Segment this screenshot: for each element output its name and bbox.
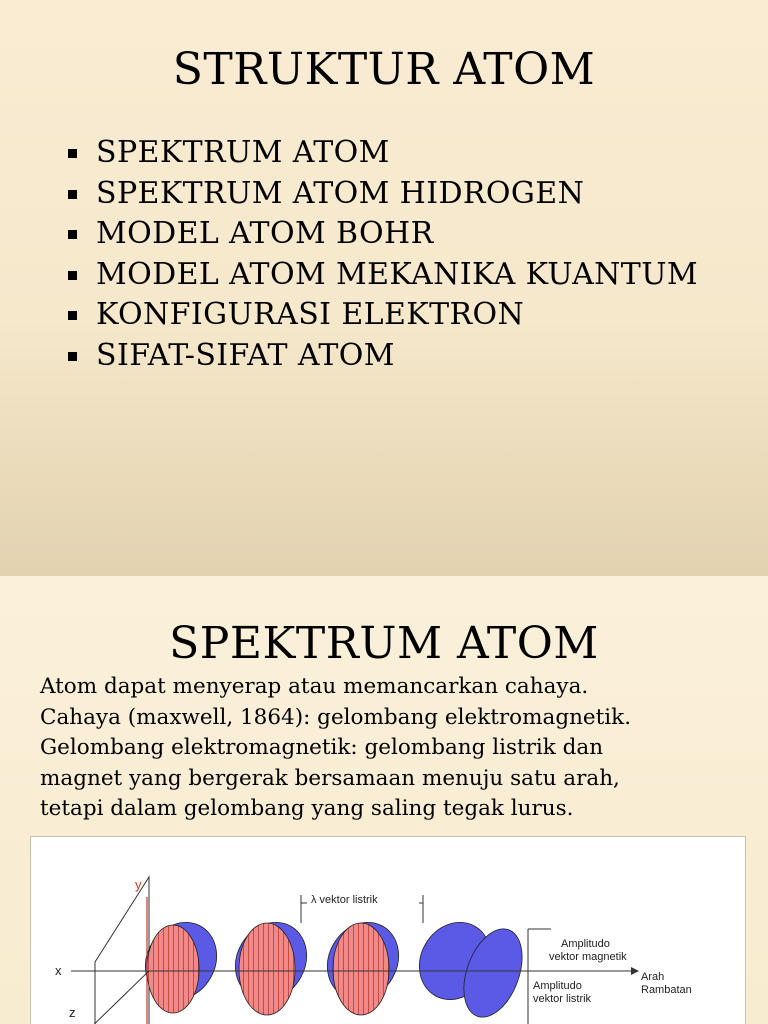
paragraph-line: Atom dapat menyerap atau memancarkan cahaya. — [40, 674, 589, 699]
bullet-square-icon — [68, 230, 77, 239]
paragraph-line: Gelombang elektromagnetik: gelombang listrik dan — [40, 735, 604, 760]
slide-title: STRUKTUR ATOM — [172, 44, 596, 95]
z-axis — [81, 971, 149, 1024]
yz-plane — [95, 877, 149, 1024]
bullet-square-icon — [68, 271, 77, 280]
paragraph-line: tetapi dalam gelombang yang saling tegak lurus. — [40, 796, 574, 821]
direction-arrow-icon — [631, 967, 639, 975]
direction-line2: Rambatan — [641, 984, 692, 996]
amp-magnetic-line1: Amplitudo — [561, 938, 610, 950]
direction-line1: Arah — [641, 971, 665, 983]
list-item: SIFAT-SIFAT ATOM — [66, 336, 698, 377]
em-wave-figure — [30, 836, 746, 1024]
amp-electric-line1: Amplitudo — [533, 980, 582, 992]
list-item: SPEKTRUM ATOM HIDROGEN — [66, 174, 698, 215]
electric-wave-lobe — [147, 925, 199, 1013]
bullet-square-icon — [68, 352, 77, 361]
list-item: KONFIGURASI ELEKTRON — [66, 295, 698, 336]
list-item: MODEL ATOM MEKANIKA KUANTUM — [66, 255, 698, 296]
wavelength-label: λ vektor listrik — [311, 894, 378, 906]
list-item: SPEKTRUM ATOM — [66, 133, 698, 174]
electric-wave-lobe — [239, 923, 295, 1015]
amp-electric-line2: vektor listrik — [533, 993, 592, 1005]
topic-list — [66, 133, 698, 376]
amp-magnetic-line2: vektor magnetik — [549, 951, 627, 963]
y-axis-label: y — [135, 877, 142, 892]
bullet-square-icon — [68, 190, 77, 199]
z-axis-label: z — [69, 1005, 76, 1020]
body-paragraph — [40, 672, 740, 825]
bullet-square-icon — [68, 149, 77, 158]
em-wave-diagram — [31, 837, 745, 1024]
slide-spektrum-atom — [0, 576, 768, 1024]
list-item: MODEL ATOM BOHR — [66, 214, 698, 255]
slide-title: SPEKTRUM ATOM — [169, 618, 599, 669]
paragraph-line: Cahaya (maxwell, 1864): gelombang elektromagnetik. — [40, 704, 632, 730]
x-axis-label: x — [55, 963, 62, 978]
bullet-square-icon — [68, 311, 77, 320]
paragraph-line: magnet yang bergerak bersamaan menuju satu arah, — [40, 765, 620, 791]
electric-wave-lobe — [333, 923, 389, 1015]
